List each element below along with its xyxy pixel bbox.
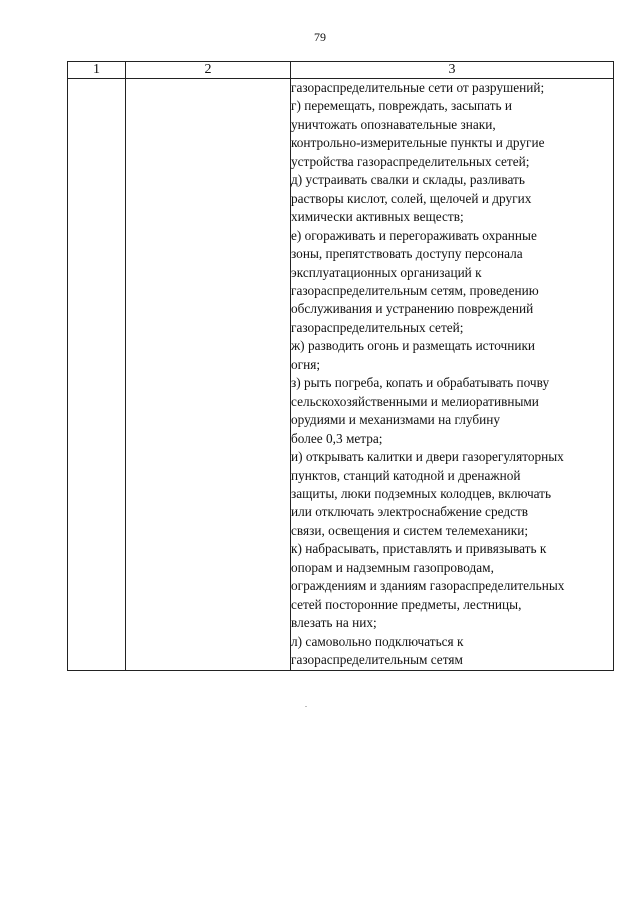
text-line: или отключать электроснабжение средств [291, 504, 529, 520]
text-line: газораспределительным сетям [291, 652, 463, 668]
text-line: обслуживания и устранению повреждений [291, 301, 534, 317]
text-line: ограждениям и зданиям газораспределительных [291, 578, 565, 594]
text-line: устройства газораспределительных сетей; [291, 153, 530, 169]
text-line: химически активных веществ; [291, 209, 464, 225]
scan-speck [305, 706, 307, 707]
text-line: зоны, препятствовать доступу персонала [291, 246, 523, 262]
text-line: более 0,3 метра; [291, 430, 383, 446]
column-3-cell [291, 79, 614, 671]
text-line: д) устраивать свалки и склады, разливать [291, 172, 525, 188]
text-line: з) рыть погреба, копать и обрабатывать почву [291, 375, 550, 391]
text-line: пунктов, станций катодной и дренажной [291, 467, 521, 483]
text-line: ж) разводить огонь и размещать источники [291, 338, 536, 354]
page-number: 79 [314, 30, 326, 44]
text-line: л) самовольно подключаться к [291, 633, 464, 649]
text-line: растворы кислот, солей, щелочей и других [291, 190, 532, 206]
column-1-cell [68, 79, 126, 671]
column-header-3: 3 [291, 62, 614, 79]
text-line: орудиями и механизмами на глубину [291, 412, 500, 428]
text-line: контрольно-измерительные пункты и другие [291, 135, 545, 151]
text-line: е) огораживать и перегораживать охранные [291, 227, 537, 243]
column-header-1: 1 [68, 62, 126, 79]
text-line: уничтожать опознавательные знаки, [291, 116, 496, 132]
text-line: к) набрасывать, приставлять и привязывать к [291, 541, 547, 557]
text-line: газораспределительных сетей; [291, 319, 464, 335]
text-line: влезать на них; [291, 615, 377, 631]
text-line: защиты, люки подземных колодцев, включать [291, 485, 552, 501]
table-header-row [68, 62, 614, 79]
document-table [67, 61, 614, 671]
text-line: газораспределительным сетям, проведению [291, 282, 539, 298]
text-line: сельскохозяйственными и мелиоративными [291, 393, 539, 409]
text-line: связи, освещения и систем телемеханики; [291, 522, 529, 538]
text-line: г) перемещать, повреждать, засыпать и [291, 98, 513, 114]
text-line: и) открывать калитки и двери газорегуляторных [291, 449, 564, 465]
column-header-2: 2 [126, 62, 291, 79]
text-line: опорам и надземным газопроводам, [291, 559, 494, 575]
text-line: огня; [291, 356, 321, 372]
table-row [68, 79, 614, 671]
text-line: сетей посторонние предметы, лестницы, [291, 596, 522, 612]
column-2-cell [126, 79, 291, 671]
text-line: газораспределительные сети от разрушений; [291, 80, 545, 95]
text-line: эксплуатационных организаций к [291, 264, 482, 280]
